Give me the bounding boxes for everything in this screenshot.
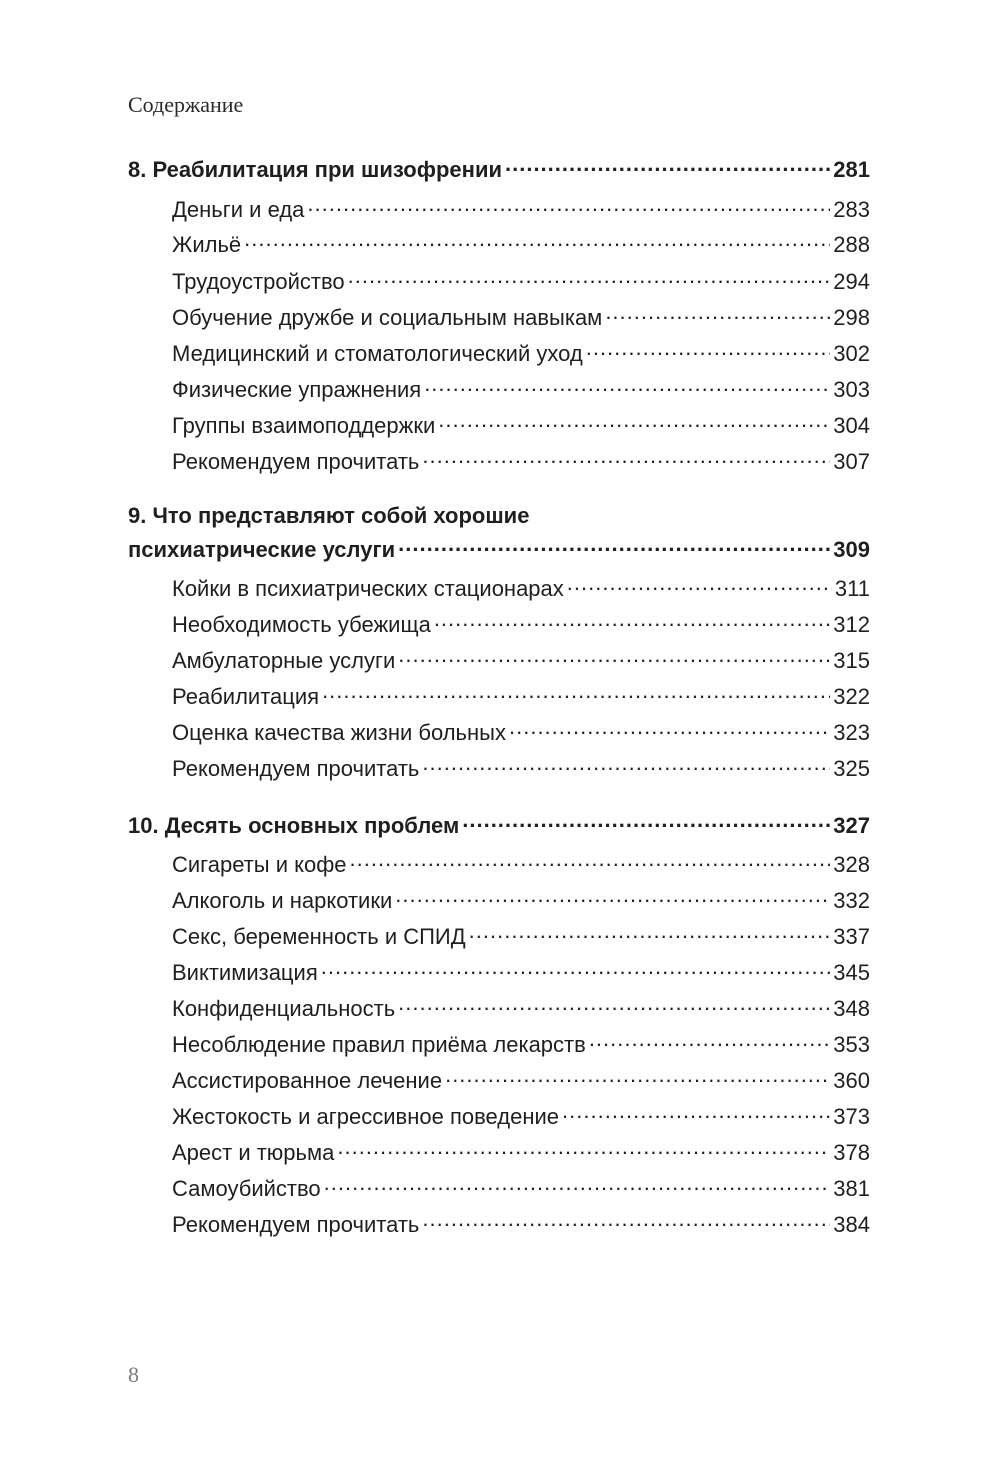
section-entry[interactable] (172, 1102, 870, 1130)
section-title: Рекомендуем прочитать (172, 1212, 420, 1237)
section-entry[interactable] (172, 375, 870, 403)
dot-leader (398, 994, 830, 1016)
section-title: Трудоустройство (172, 269, 345, 294)
section-entry[interactable] (172, 682, 870, 710)
section-entry[interactable] (172, 958, 870, 986)
section-entry[interactable] (172, 1066, 870, 1094)
chapter-entry[interactable] (128, 155, 870, 183)
running-head: Содержание (128, 92, 244, 117)
section-page-number: 325 (833, 756, 870, 781)
dot-leader (567, 574, 832, 596)
section-title: Самоубийство (172, 1176, 321, 1201)
dot-leader (422, 1210, 830, 1232)
section-entry[interactable] (172, 610, 870, 638)
dot-leader (322, 682, 830, 704)
section-entry[interactable] (172, 1174, 870, 1202)
chapter-page-number: 309 (833, 537, 870, 562)
section-page-number: 353 (833, 1032, 870, 1057)
dot-leader (395, 886, 830, 908)
section-page-number: 304 (833, 413, 870, 438)
section-title: Секс, беременность и СПИД (172, 924, 466, 949)
dot-leader (586, 339, 831, 361)
section-title: Виктимизация (172, 960, 318, 985)
dot-leader (469, 922, 831, 944)
section-entry[interactable] (172, 886, 870, 914)
section-entry[interactable] (172, 718, 870, 746)
section-page-number: 332 (833, 888, 870, 913)
section-page-number: 384 (833, 1212, 870, 1237)
section-page-number: 328 (833, 852, 870, 877)
section-page-number: 288 (833, 232, 870, 257)
section-title: Ассистированное лечение (172, 1068, 443, 1093)
section-title: Обучение дружбе и социальным навыкам (172, 305, 603, 330)
section-page-number: 345 (833, 960, 870, 985)
section-entry[interactable] (172, 303, 870, 331)
dot-leader (422, 447, 830, 469)
dot-leader (424, 375, 830, 397)
section-entry[interactable] (172, 195, 870, 223)
dot-leader (324, 1174, 831, 1196)
chapter-title: психиатрические услуги (128, 537, 396, 562)
dot-leader (434, 610, 830, 632)
dot-leader (462, 811, 830, 833)
chapter-entry[interactable] (128, 535, 870, 563)
dot-leader (398, 646, 830, 668)
section-title: Оценка качества жизни больных (172, 720, 506, 745)
chapter-title: 10. Десять основных проблем (128, 813, 460, 838)
dot-leader (307, 195, 830, 217)
dot-leader (562, 1102, 830, 1124)
section-entry[interactable] (172, 1030, 870, 1058)
section-entry[interactable] (172, 230, 870, 258)
section-page-number: 315 (833, 648, 870, 673)
section-title: Несоблюдение правил приёма лекарств (172, 1032, 586, 1057)
section-page-number: 307 (833, 449, 870, 474)
section-page-number: 294 (833, 269, 870, 294)
section-entry[interactable] (172, 411, 870, 439)
section-title: Жильё (172, 232, 242, 257)
section-title: Алкоголь и наркотики (172, 888, 393, 913)
section-title: Сигареты и кофе (172, 852, 347, 877)
section-page-number: 302 (833, 341, 870, 366)
section-entry[interactable] (172, 994, 870, 1022)
page-number: 8 (128, 1362, 139, 1387)
section-entry[interactable] (172, 754, 870, 782)
chapter-page-number: 327 (833, 813, 870, 838)
section-page-number: 378 (833, 1140, 870, 1165)
dot-leader (445, 1066, 830, 1088)
section-page-number: 311 (834, 576, 870, 601)
section-title: Жестокость и агрессивное поведение (172, 1104, 560, 1129)
section-entry[interactable] (172, 1138, 870, 1166)
section-entry[interactable] (172, 646, 870, 674)
dot-leader (398, 535, 830, 557)
section-title: Койки в психиатрических стационарах (172, 576, 564, 601)
section-page-number: 360 (833, 1068, 870, 1093)
dot-leader (321, 958, 831, 980)
section-title: Реабилитация (172, 684, 320, 709)
section-page-number: 337 (833, 924, 870, 949)
section-entry[interactable] (172, 922, 870, 950)
section-page-number: 373 (833, 1104, 870, 1129)
dot-leader (422, 754, 830, 776)
chapter-title-line: 9. Что представляют собой хорошие (128, 503, 530, 528)
section-page-number: 312 (833, 612, 870, 637)
section-page-number: 381 (833, 1176, 870, 1201)
section-title: Группы взаимоподдержки (172, 413, 436, 438)
chapter-entry[interactable] (128, 811, 870, 839)
dot-leader (337, 1138, 830, 1160)
section-title: Конфиденциальность (172, 996, 396, 1021)
section-page-number: 322 (833, 684, 870, 709)
section-page-number: 323 (833, 720, 870, 745)
dot-leader (438, 411, 830, 433)
section-page-number: 298 (833, 305, 870, 330)
section-entry[interactable] (172, 574, 870, 602)
section-title: Рекомендуем прочитать (172, 756, 420, 781)
section-title: Деньги и еда (172, 197, 305, 222)
section-entry[interactable] (172, 267, 870, 295)
section-entry[interactable] (172, 1210, 870, 1238)
section-page-number: 348 (833, 996, 870, 1021)
dot-leader (505, 155, 830, 177)
section-title: Необходимость убежища (172, 612, 431, 637)
section-title: Медицинский и стоматологический уход (172, 341, 583, 366)
dot-leader (244, 230, 830, 252)
dot-leader (509, 718, 830, 740)
section-title: Рекомендуем прочитать (172, 449, 420, 474)
section-title: Физические упражнения (172, 377, 422, 402)
dot-leader (605, 303, 830, 325)
section-page-number: 303 (833, 377, 870, 402)
section-page-number: 283 (833, 197, 870, 222)
chapter-page-number: 281 (833, 157, 870, 182)
section-title: Арест и тюрьма (172, 1140, 335, 1165)
dot-leader (348, 267, 831, 289)
section-title: Амбулаторные услуги (172, 648, 396, 673)
section-entry[interactable] (172, 850, 870, 878)
section-entry[interactable] (172, 339, 870, 367)
section-entry[interactable] (172, 447, 870, 475)
dot-leader (350, 850, 831, 872)
chapter-title: 8. Реабилитация при шизофрении (128, 157, 502, 182)
dot-leader (589, 1030, 830, 1052)
